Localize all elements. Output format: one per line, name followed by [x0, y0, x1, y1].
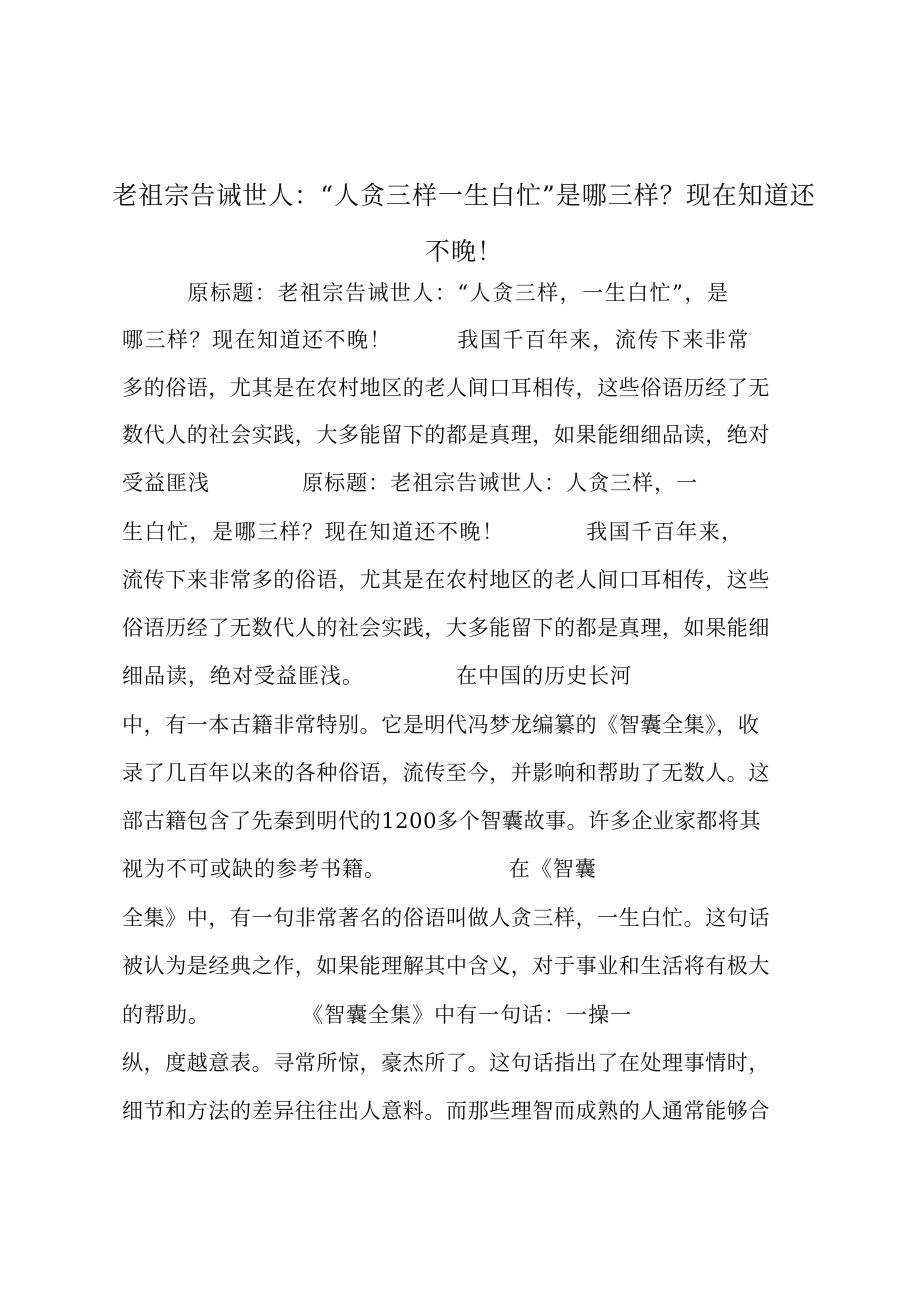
body-line: 数代人的社会实践，大多能留下的都是真理，如果能细细品读，绝对 [122, 423, 770, 447]
body-line: 受益匪浅 原标题：老祖宗告诫世人：人贪三样，一 [122, 471, 699, 495]
body-line: 中，有一本古籍非常特别。它是明代冯梦龙编纂的《智囊全集》，收 [122, 713, 760, 737]
body-line: 流传下来非常多的俗语，尤其是在农村地区的老人间口耳相传，这些 [122, 568, 770, 592]
article-title: 老祖宗告诫世人：“人贪三样一生白忙”是哪三样？现在知道还不晚！ [112, 181, 816, 266]
body-line: 原标题：老祖宗告诫世人：“人贪三样，一生白忙”，是 [122, 281, 730, 305]
body-line: 的帮助。 《智囊全集》中有一句话：一操一 [122, 1003, 633, 1027]
body-line: 生白忙，是哪三样？现在知道还不晚！ 我国千百年来， [122, 520, 744, 544]
body-line: 部古籍包含了先秦到明代的1200多个智囊故事。许多企业家都将其 [122, 809, 762, 833]
body-line: 录了几百年以来的各种俗语，流传至今，并影响和帮助了无数人。这 [122, 761, 770, 785]
body-line: 哪三样？现在知道还不晚！ 我国千百年来，流传下来非常 [122, 328, 750, 352]
body-line: 纵，度越意表。寻常所惊，豪杰所了。这句话指出了在处理事情时， [122, 1051, 770, 1075]
body-line: 细品读，绝对受益匪浅。 在中国的历史长河 [122, 664, 633, 688]
body-line: 细节和方法的差异往往出人意料。而那些理智而成熟的人通常能够合 [122, 1099, 770, 1123]
body-line: 视为不可或缺的参考书籍。 在《智囊 [122, 857, 597, 881]
body-line: 俗语历经了无数代人的社会实践，大多能留下的都是真理，如果能细 [122, 616, 770, 640]
body-line: 多的俗语，尤其是在农村地区的老人间口耳相传，这些俗语历经了无 [122, 376, 770, 400]
body-line: 全集》中，有一句非常著名的俗语叫做人贪三样，一生白忙。这句话 [122, 906, 770, 930]
body-line: 被认为是经典之作，如果能理解其中含义，对于事业和生活将有极大 [122, 954, 770, 978]
